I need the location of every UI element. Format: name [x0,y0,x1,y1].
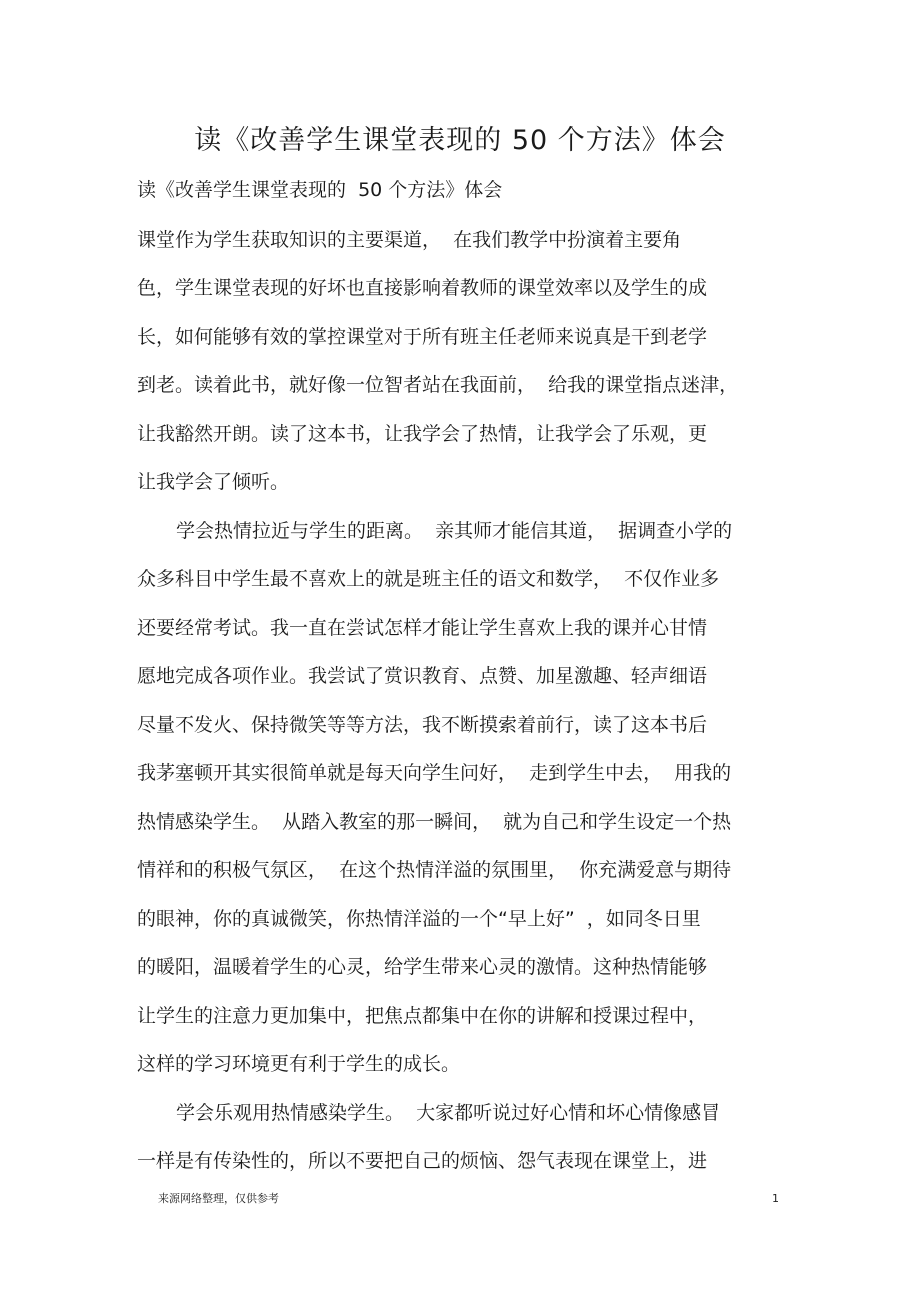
body-line: 长，如何能够有效的掌控课堂对于所有班主任老师来说真是干到老学 [137,326,708,348]
body-line: 一样是有传染性的，所以不要把自己的烦恼、怨气表现在课堂上，进 [137,1150,708,1172]
body-line: 这样的学习环境更有利于学生的成长。 [137,1053,461,1075]
body-line: 还要经常考试。我一直在尝试怎样才能让学生喜欢上我的课并心甘情 [137,617,708,639]
body-line: 色，学生课堂表现的好坏也直接影响着教师的课堂效率以及学生的成 [137,277,708,299]
body-line: 尽量不发火、保持微笑等等方法，我不断摸索着前行，读了这本书后 [137,714,708,736]
body-line: 让学生的注意力更加集中，把焦点都集中在你的讲解和授课过程中， [137,1005,708,1027]
body-line: 愿地完成各项作业。我尝试了赏识教育、点赞、加星激趣、轻声细语 [137,665,708,687]
page-number: 1 [772,1192,779,1205]
body-line: 的眼神，你的真诚微笑，你热情洋溢的一个“早上好” ，如同冬日里 [137,908,701,930]
body-line: 热情感染学生。 从踏入教室的那一瞬间， 就为自己和学生设定一个热 [137,811,732,833]
footer-note: 来源网络整理，仅供参考 [158,1192,279,1205]
body-line: 学会热情拉近与学生的距离。 亲其师才能信其道， 据调查小学的 [176,520,733,542]
body-line: 让我豁然开朗。读了这本书，让我学会了热情，让我学会了乐观，更 [137,423,708,445]
body-line: 学会乐观用热情感染学生。 大家都听说过好心情和坏心情像感冒 [176,1102,721,1124]
body-line: 众多科目中学生最不喜欢上的就是班主任的语文和数学， 不仅作业多 [137,568,720,590]
body-line: 我茅塞顿开其实很简单就是每天向学生问好， 走到学生中去， 用我的 [137,762,732,784]
body-line: 的暖阳，温暖着学生的心灵，给学生带来心灵的激情。这种热情能够 [137,956,708,978]
subtitle-line: 读《改善学生课堂表现的 50 个方法》体会 [137,179,503,201]
body-line: 情祥和的积极气氛区， 在这个热情洋溢的氛围里， 你充满爱意与期待 [137,859,732,881]
body-line: 课堂作为学生获取知识的主要渠道， 在我们教学中扮演着主要角 [137,229,682,251]
document-title: 读《改善学生课堂表现的 50 个方法》体会 [194,125,726,156]
body-line: 到老。读着此书，就好像一位智者站在我面前， 给我的课堂指点迷津， [137,374,739,396]
body-line: 让我学会了倾听。 [137,471,290,493]
